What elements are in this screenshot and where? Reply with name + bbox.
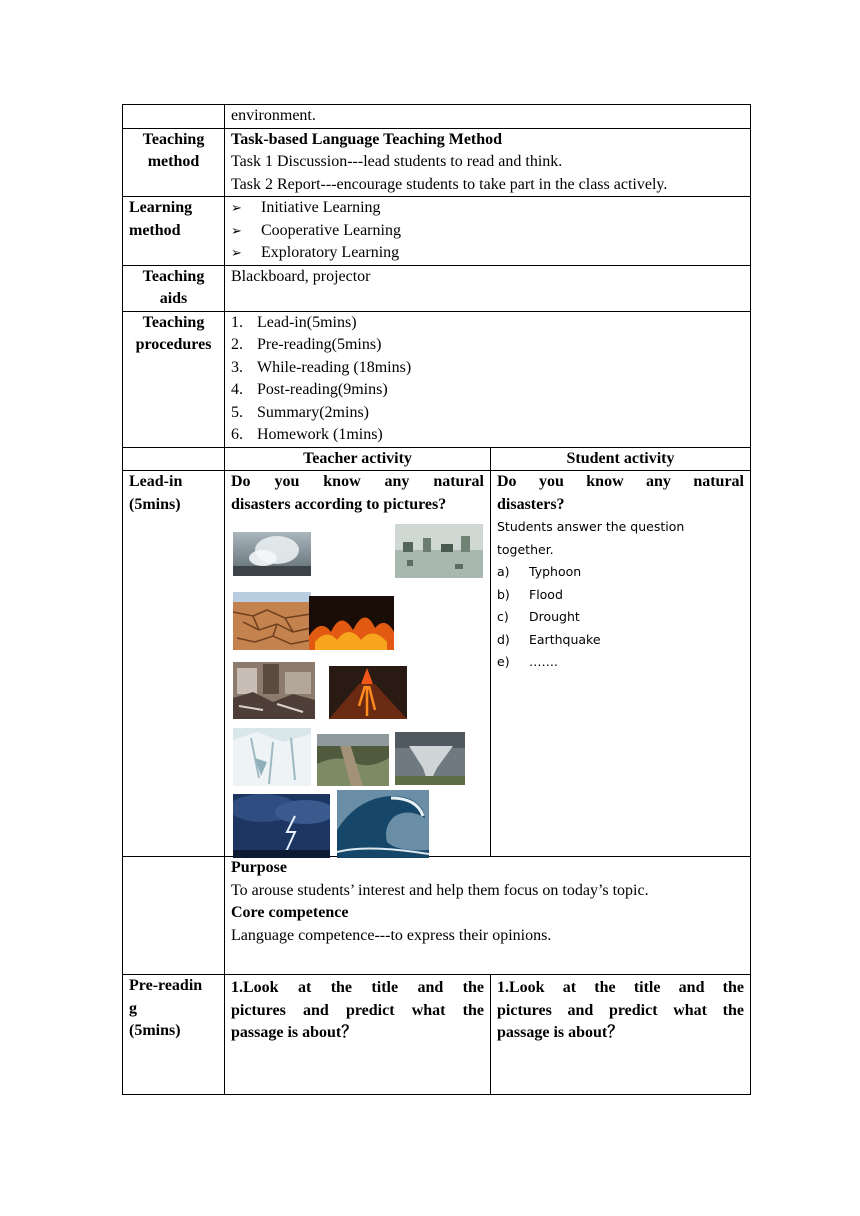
learning-method-list [231, 197, 744, 265]
teaching-method-line-2: Task 2 Report---encourage students to take part in the class actively. [231, 175, 668, 193]
row-teaching-aids [123, 265, 751, 311]
pre-reading-teacher-line1: 1.Look at the title and the [231, 979, 484, 996]
landslide-image [317, 734, 389, 786]
purpose-text: To arouse students’ interest and help them focus on today’s topic. [231, 881, 649, 899]
lead-in-student-question-line1: Do you know any natural [497, 473, 744, 490]
learning-method-content [225, 197, 751, 266]
volcano-eruption-image [329, 666, 407, 719]
pre-reading-student-cell [491, 975, 751, 1095]
list-item-text: Summary(2mins) [257, 403, 369, 421]
list-item: e) ……. [497, 654, 558, 669]
typhoon-wave-image [233, 532, 311, 576]
teaching-method-heading: Task-based Language Teaching Method [231, 130, 503, 148]
list-item [231, 242, 744, 265]
list-item: 1. Lead-in(5mins) [231, 313, 357, 331]
row-lead-in [123, 471, 751, 857]
pre-reading-student-line3: passage is about？ [497, 1024, 624, 1041]
list-item-text: Cooperative Learning [261, 221, 401, 239]
empty-label-cell [123, 105, 225, 129]
teaching-aids-label: Teaching aids [123, 265, 225, 311]
arrowhead-bullet-icon: ➢ [231, 200, 242, 215]
list-item-text: Pre-reading(5mins) [257, 336, 382, 353]
lead-in-label-cell [123, 471, 225, 857]
drought-image [233, 592, 311, 650]
teaching-method-content [225, 128, 751, 197]
pre-reading-student-line1: 1.Look at the title and the [497, 979, 744, 996]
pre-reading-label-line1: Pre-readin [129, 977, 203, 994]
list-item-text: Exploratory Learning [261, 244, 400, 261]
core-competence-title: Core competence [231, 904, 349, 921]
pre-reading-teacher-cell [225, 975, 491, 1095]
list-item-text: While-reading (18mins) [257, 358, 412, 376]
row-activity-header [123, 447, 751, 471]
pre-reading-teacher-line2: pictures and predict what the [231, 1001, 484, 1019]
disaster-pictures [231, 516, 484, 856]
disaster-answer-list [497, 561, 744, 674]
empty-label-cell [123, 857, 225, 975]
lead-in-teacher-cell [225, 471, 491, 857]
student-activity-header: Student activity [491, 447, 751, 471]
lead-in-student-cell [491, 471, 751, 857]
pre-reading-teacher-line3: passage is about？ [231, 1024, 358, 1041]
row-purpose [123, 857, 751, 975]
lead-in-student-question-line2: disasters? [497, 495, 565, 513]
teacher-activity-header: Teacher activity [225, 447, 491, 471]
pre-reading-time: (5mins) [129, 1022, 181, 1039]
teaching-procedures-label: Teaching procedures [123, 311, 225, 447]
teaching-procedures-content [225, 311, 751, 447]
thunderstorm-lightning-image [233, 794, 330, 858]
procedures-list [231, 312, 744, 447]
list-item-text: Flood [529, 586, 563, 602]
row-continued [123, 105, 751, 129]
list-item: b) Flood [497, 586, 563, 602]
list-item: a) Typhoon [497, 564, 582, 579]
list-item: c) Drought [497, 609, 580, 624]
list-item: 5. Summary(2mins) [231, 403, 369, 421]
list-item-text: Typhoon [529, 564, 582, 579]
purpose-content [225, 857, 751, 975]
row-teaching-method [123, 128, 751, 197]
lesson-plan-table [122, 104, 751, 1095]
list-item: d) Earthquake [497, 631, 601, 647]
arrowhead-bullet-icon: ➢ [231, 245, 242, 260]
list-item-text: ……. [529, 654, 558, 669]
list-item-text: Earthquake [529, 631, 601, 647]
list-item [231, 197, 744, 220]
list-item: 6. Homework (1mins) [231, 426, 383, 443]
lead-in-label: Lead-in [129, 473, 183, 490]
tornado-image [395, 732, 465, 785]
continued-text: environment. [225, 105, 751, 129]
row-learning-method [123, 197, 751, 266]
list-item-text: Drought [529, 609, 580, 624]
pre-reading-student-line2: pictures and predict what the [497, 1001, 744, 1019]
list-item: 4. Post-reading(9mins) [231, 381, 388, 398]
earthquake-ruins-image [233, 662, 315, 719]
tsunami-wave-image [337, 790, 429, 858]
list-item-text: Initiative Learning [261, 199, 381, 216]
pre-reading-label-cell [123, 975, 225, 1095]
pre-reading-label-line2: g [129, 999, 137, 1017]
glacier-ice-image [233, 728, 311, 786]
lead-in-time: (5mins) [129, 495, 181, 513]
list-item-text: Post-reading(9mins) [257, 381, 388, 398]
purpose-title: Purpose [231, 859, 287, 876]
learning-method-label: Learning method [123, 197, 225, 266]
student-note: Students answer the question together. [497, 519, 685, 557]
arrowhead-bullet-icon: ➢ [231, 222, 242, 238]
list-item: 3. While-reading (18mins) [231, 358, 412, 376]
row-teaching-procedures [123, 311, 751, 447]
list-item [231, 220, 744, 243]
teaching-method-label: Teaching method [123, 128, 225, 197]
flood-image [395, 524, 483, 578]
teaching-aids-value: Blackboard, projector [225, 265, 751, 311]
lead-in-teacher-question-line2: disasters according to pictures? [231, 495, 447, 513]
row-pre-reading [123, 975, 751, 1095]
wildfire-image [309, 596, 394, 650]
lead-in-teacher-question-line1: Do you know any natural [231, 473, 484, 490]
list-item-text: Lead-in(5mins) [257, 313, 357, 331]
teaching-method-line-1: Task 1 Discussion---lead students to read and think. [231, 153, 563, 170]
list-item-text: Homework (1mins) [257, 426, 383, 443]
core-competence-text: Language competence---to express their opinions. [231, 926, 552, 944]
list-item: 2. Pre-reading(5mins) [231, 336, 382, 353]
empty-label-cell [123, 447, 225, 471]
